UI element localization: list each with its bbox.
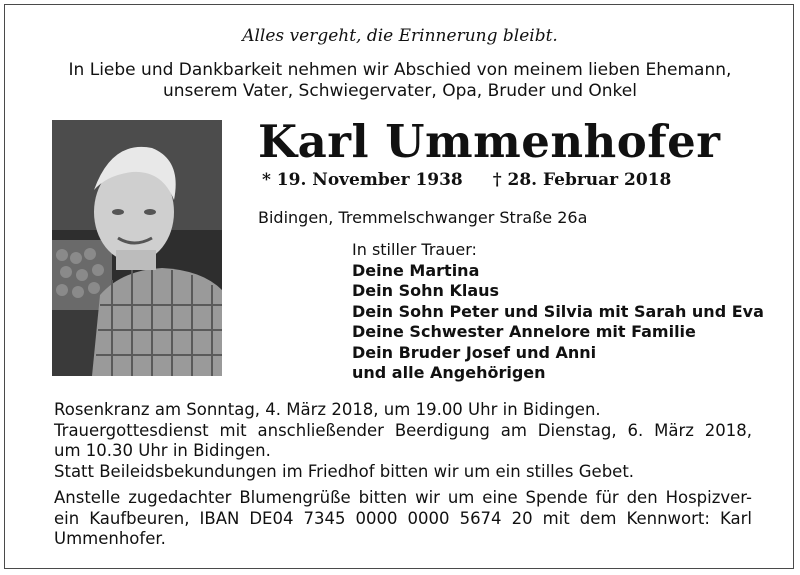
mourner-entry: Dein Sohn Peter und Silvia mit Sarah und Eva	[352, 301, 764, 321]
mourner-entry: Dein Sohn Klaus	[352, 281, 500, 300]
donation-information	[54, 488, 752, 550]
service-line: um 10.30 Uhr in Bidingen.	[54, 441, 271, 460]
mourner-entry: Dein Bruder Josef und Anni	[352, 342, 597, 362]
life-dates	[262, 170, 782, 190]
service-information	[54, 400, 752, 482]
service-line: Rosenkranz am Sonntag, 4. März 2018, um 19.00 Uhr in Bidingen.	[54, 400, 601, 419]
intro-line: unserem Vater, Schwiegervater, Opa, Bruder und Onkel	[163, 81, 637, 101]
mourners-list	[352, 240, 764, 384]
intro-line: In Liebe und Dankbarkeit nehmen wir Abschied von meinem lieben Ehemann,	[68, 60, 732, 80]
mourner-entry: und alle Angehörigen	[352, 363, 546, 382]
address: Bidingen, Tremmelschwanger Straße 26a	[258, 208, 588, 227]
mourner-entry: Deine Martina	[352, 260, 480, 280]
service-line: Trauergottesdienst mit anschließender Beerdigung am Dienstag, 6. März 2018,	[54, 420, 752, 440]
mourner-entry: Deine Schwester Annelore mit Familie	[352, 322, 696, 341]
death-date: † 28. Februar 2018	[492, 170, 672, 190]
deceased-name: Karl Ummenhofer	[258, 115, 721, 168]
mourners-intro: In stiller Trauer:	[352, 240, 477, 259]
donation-line: ein Kaufbeuren, IBAN DE04 7345 0000 0000 5674 20 mit dem Kennwort: Karl	[54, 508, 752, 528]
donation-line: Anstelle zugedachter Blumengrüße bitten wir um eine Spende für den Hospizver-	[54, 488, 752, 507]
portrait-illustration	[52, 120, 222, 376]
intro-text	[40, 60, 760, 102]
motto: Alles vergeht, die Erinnerung bleibt.	[242, 26, 558, 46]
portrait-photo	[52, 120, 222, 376]
birth-date: * 19. November 1938	[262, 170, 463, 190]
donation-line: Ummenhofer.	[54, 529, 166, 548]
service-line: Statt Beileidsbekundungen im Friedhof bitten wir um ein stilles Gebet.	[54, 461, 635, 481]
